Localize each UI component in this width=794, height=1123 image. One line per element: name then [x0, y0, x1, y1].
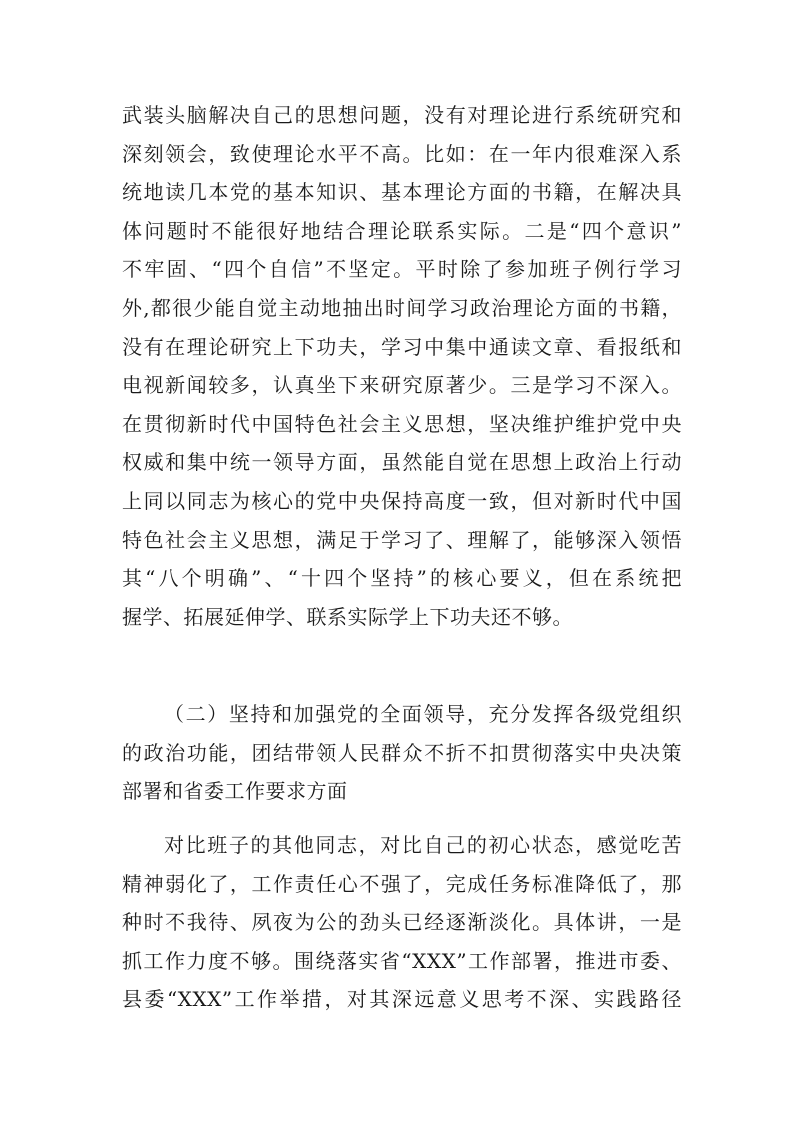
body-paragraph-2 [122, 826, 682, 1019]
text-line: 抓工作力度不够。围绕落实省“XXX”工作部署，推进市委、 [122, 948, 682, 973]
text-line: 体问题时不能很好地结合理论联系实际。二是“四个意识” [122, 218, 682, 243]
text-line: 在贯彻新时代中国特色社会主义思想，坚决维护维护党中央 [122, 411, 682, 436]
text-line: 种时不我待、夙夜为公的劲头已经逐渐淡化。具体讲，一是 [122, 910, 682, 935]
text-line: 统地读几本党的基本知识、基本理论方面的书籍，在解决具 [122, 180, 682, 205]
text-line: 没有在理论研究上下功夫，学习中集中通读文章、看报纸和 [122, 334, 682, 359]
text-line: 其“八个明确”、“十四个坚持”的核心要义，但在系统把 [122, 566, 682, 591]
text-line: 握学、拓展延伸学、联系实际学上下功夫还不够。 [122, 604, 573, 629]
text-line: 外,都很少能自觉主动地抽出时间学习政治理论方面的书籍， [122, 295, 682, 320]
text-line: 电视新闻较多，认真坐下来研究原著少。三是学习不深入。 [122, 373, 682, 398]
heading-line: 部署和省委工作要求方面 [122, 779, 348, 804]
heading-line: （二）坚持和加强党的全面领导，充分发挥各级党组织 [164, 702, 682, 726]
text-line: 不牢固、“四个自信”不坚定。平时除了参加班子例行学习 [122, 257, 682, 282]
text-line: 深刻领会，致使理论水平不高。比如：在一年内很难深入系 [122, 141, 682, 166]
text-line: 县委“XXX”工作举措，对其深远意义思考不深、实践路径 [122, 987, 682, 1012]
section-heading-2 [122, 695, 682, 811]
body-paragraph-1 [122, 96, 682, 636]
text-line: 上同以同志为核心的党中央保持高度一致，但对新时代中国 [122, 488, 682, 513]
text-line: 权威和集中统一领导方面，虽然能自觉在思想上政治上行动 [122, 450, 682, 475]
heading-line: 的政治功能，团结带领人民群众不折不扣贯彻落实中央决策 [122, 740, 682, 765]
text-line: 精神弱化了，工作责任心不强了，完成任务标准降低了，那 [122, 871, 682, 896]
text-line: 特色社会主义思想，满足于学习了、理解了，能够深入领悟 [122, 527, 682, 552]
text-line: 对比班子的其他同志，对比自己的初心状态，感觉吃苦 [164, 833, 682, 857]
text-line: 武装头脑解决自己的思想问题，没有对理论进行系统研究和 [122, 103, 682, 127]
